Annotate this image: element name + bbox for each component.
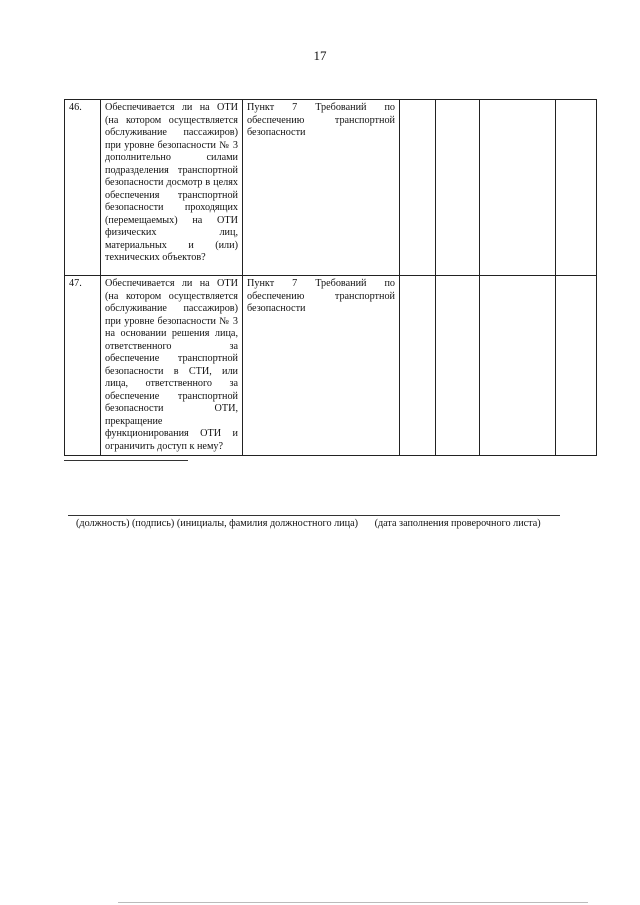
row-number: 47. (65, 276, 101, 456)
position-label: (должность) (76, 518, 130, 529)
scan-edge-line (118, 902, 588, 903)
question-text: Обеспечивается ли на ОТИ (на котором осуществляется обслуживание пассажиров) при уровне безопасности № 3 на основании решения лица, ответственного за обеспечение транспортной безопасности в СТИ, или лица, ответственного за обеспечение транспортной безопасности ОТИ, прекращение функционирования ОТИ и ограничить доступ к нему? (101, 276, 243, 456)
answer-cell-no[interactable] (436, 100, 480, 276)
requirement-reference: Пункт 7 Требований по обеспечению транспортной безопасности (243, 100, 400, 276)
table-row (65, 276, 597, 456)
checklist-table (64, 99, 597, 456)
row-number: 46. (65, 100, 101, 276)
answer-cell-note[interactable] (556, 100, 597, 276)
signature-labels (76, 518, 576, 529)
signature-label: (подпись) (132, 518, 175, 529)
page-number: 17 (313, 48, 327, 63)
requirement-reference: Пункт 7 Требований по обеспечению транспортной безопасности (243, 276, 400, 456)
date-label: (дата заполнения проверочного листа) (374, 518, 541, 529)
name-label: (инициалы, фамилия должностного лица) (176, 518, 359, 529)
answer-cell-not-applicable[interactable] (480, 276, 556, 456)
footnote-divider (64, 460, 188, 461)
answer-cell-note[interactable] (556, 276, 597, 456)
question-text: Обеспечивается ли на ОТИ (на котором осуществляется обслуживание пассажиров) при уровне безопасности № 3 дополнительно силами подразделения транспортной безопасности досмотр в целях обеспечения транспортной безопасности проходящих (перемещаемых) на ОТИ физических лиц, материальных и (или) технических объектов? (101, 100, 243, 276)
signature-line (68, 515, 560, 516)
answer-cell-no[interactable] (436, 276, 480, 456)
answer-cell-yes[interactable] (400, 100, 436, 276)
answer-cell-not-applicable[interactable] (480, 100, 556, 276)
table-row (65, 100, 597, 276)
answer-cell-yes[interactable] (400, 276, 436, 456)
